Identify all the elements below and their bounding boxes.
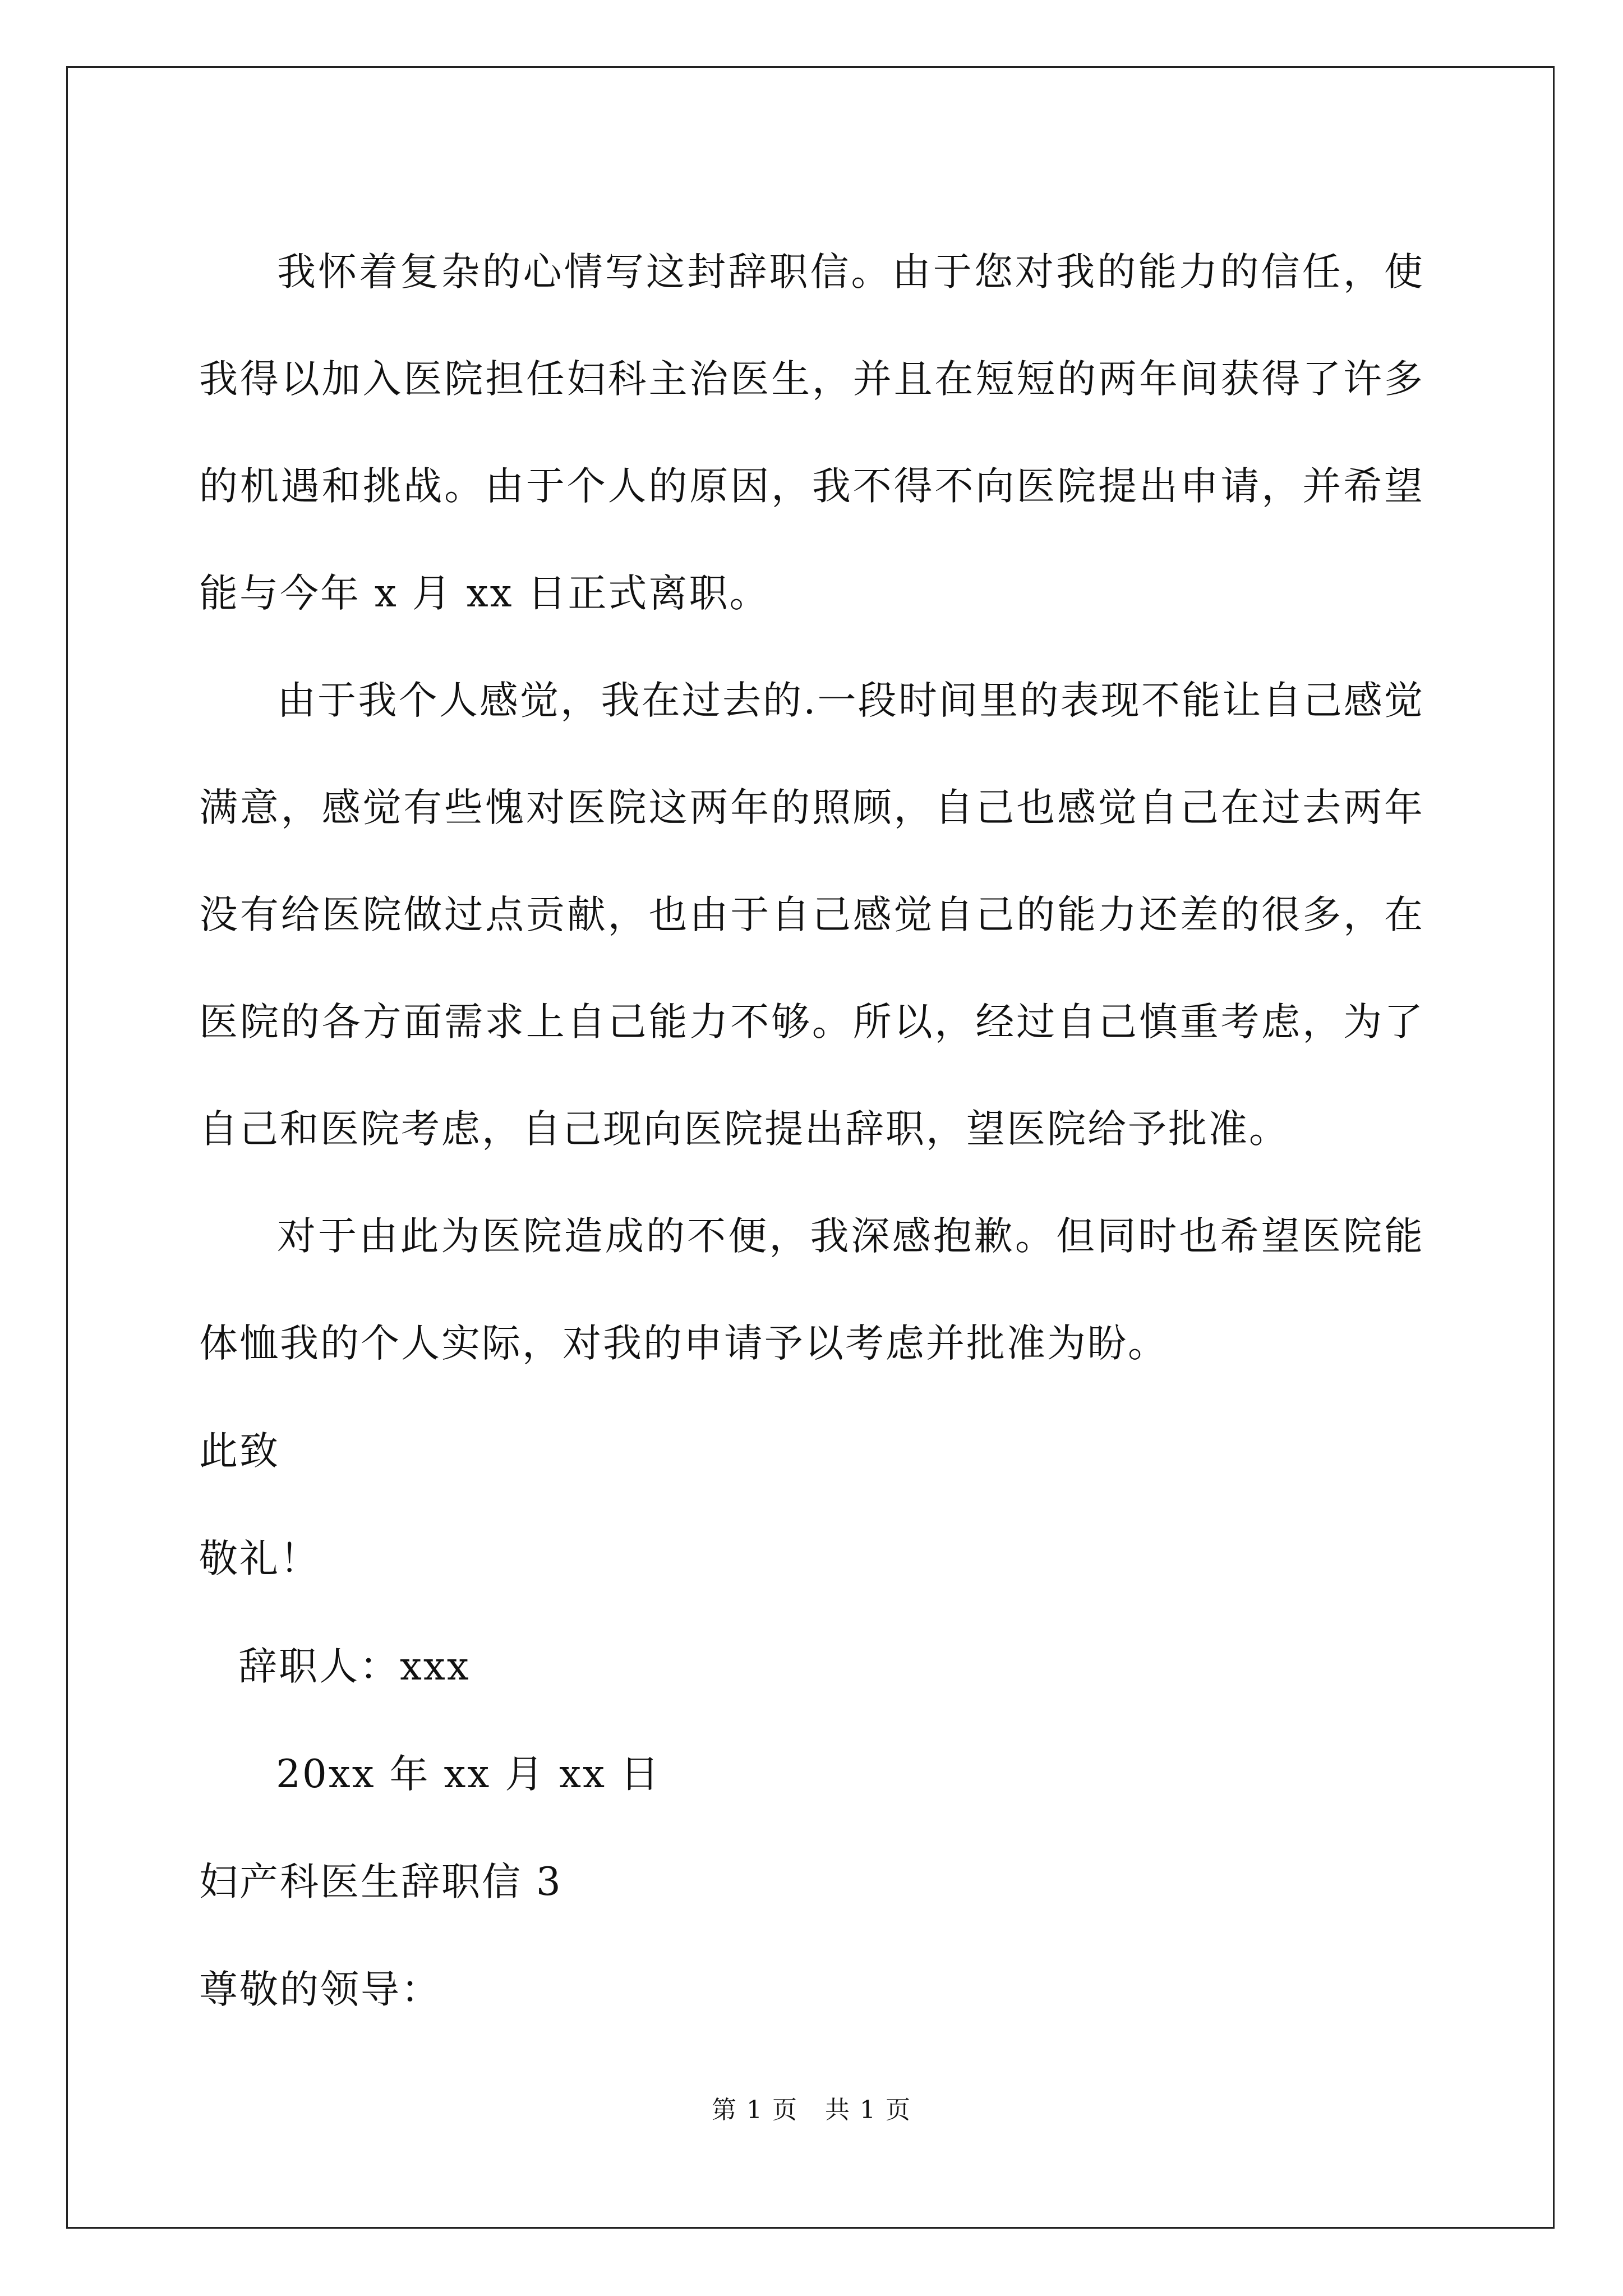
- paragraph-1: 我怀着复杂的心情写这封辞职信。由于您对我的能力的信任，使我得以加入医院担任妇科主治医生，并且在短短的两年间获得了许多的机遇和挑战。由于个人的原因，我不得不向医院提出申请，并希望能与今年 x 月 xx 日正式离职。: [199, 250, 1424, 616]
- next-letter-salutation: 尊敬的领导：: [199, 1967, 441, 2012]
- closing-line-2: 敬礼！: [199, 1536, 320, 1581]
- signer-line: 辞职人：xxx: [238, 1644, 471, 1689]
- next-letter-title: 妇产科医生辞职信 3: [199, 1860, 562, 1904]
- paragraph-2: 由于我个人感觉，我在过去的.一段时间里的表现不能让自己感觉满意，感觉有些愧对医院这两年的照顾，自己也感觉自己在过去两年没有给医院做过点贡献，也由于自己感觉自己的能力还差的很多，在医院的各方面需求上自己能力不够。所以，经过自己慎重考虑，为了自己和医院考虑，自己现向医院提出辞职，望医院给予批准。: [199, 678, 1424, 1152]
- page-number-footer: 第 1 页 共 1 页: [712, 2096, 911, 2124]
- closing-line-1: 此致: [199, 1429, 280, 1474]
- date-line: 20xx 年 xx 月 xx 日: [276, 1752, 661, 1797]
- letter-body: [199, 219, 1424, 2044]
- paragraph-3: 对于由此为医院造成的不便，我深感抱歉。但同时也希望医院能体恤我的个人实际，对我的申请予以考虑并批准为盼。: [199, 1214, 1424, 1366]
